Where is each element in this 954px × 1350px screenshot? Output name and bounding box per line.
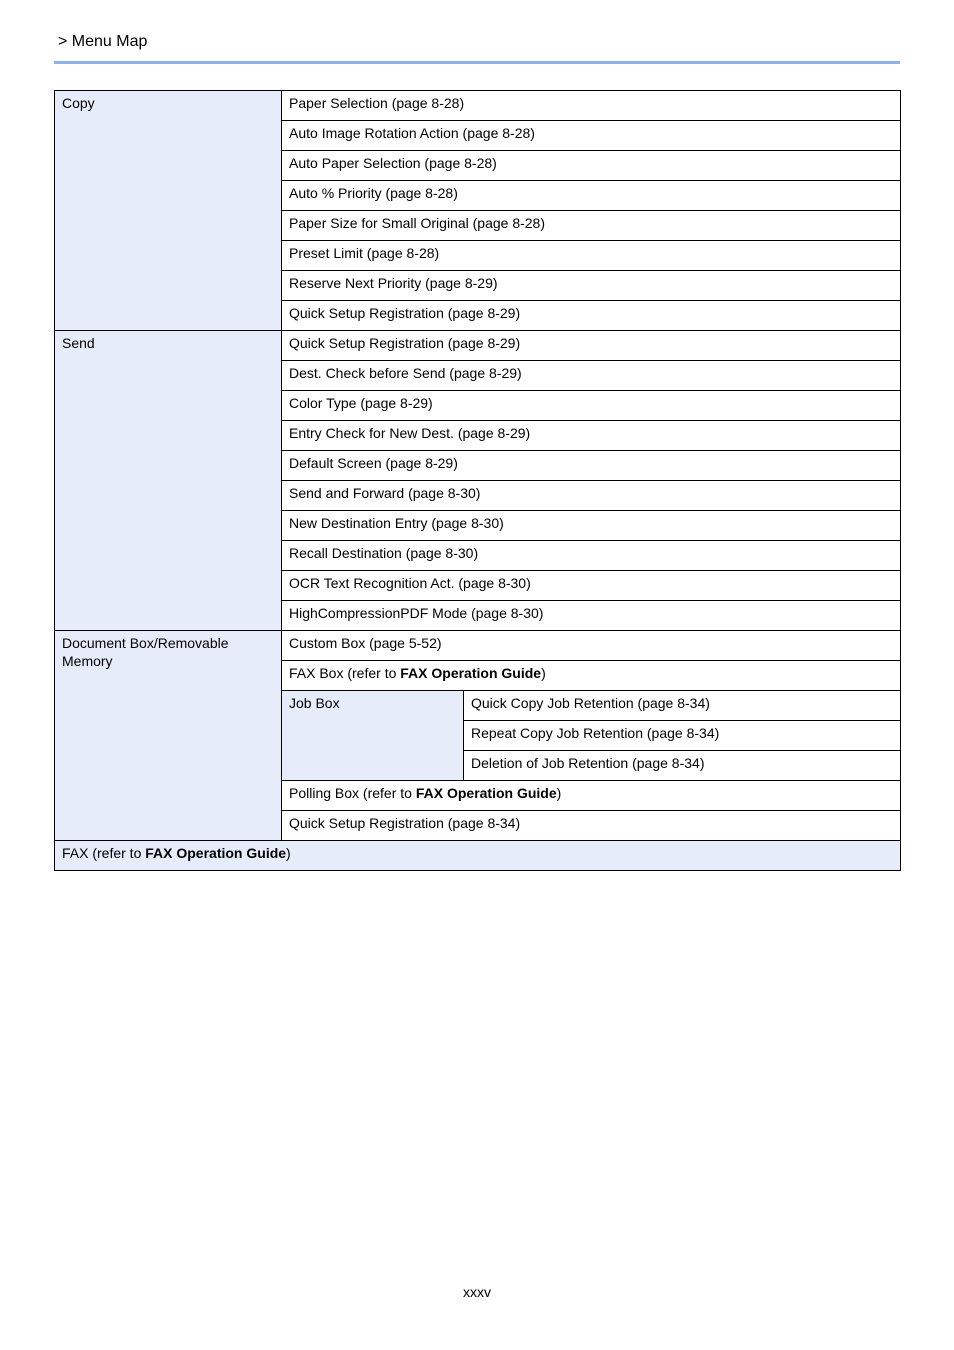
menu-item: Auto Paper Selection (page 8-28): [282, 151, 901, 181]
fax-prefix: FAX (refer to: [62, 845, 146, 861]
table-row: [55, 841, 901, 871]
menu-map-table: [54, 90, 901, 871]
menu-item: Color Type (page 8-29): [282, 391, 901, 421]
menu-item: OCR Text Recognition Act. (page 8-30): [282, 571, 901, 601]
category-document-box: Document Box/Removable Memory: [55, 631, 282, 841]
menu-item: Deletion of Job Retention (page 8-34): [464, 751, 901, 781]
polling-box-guide: FAX Operation Guide: [415, 785, 557, 801]
menu-item: Auto Image Rotation Action (page 8-28): [282, 121, 901, 151]
menu-item: Quick Setup Registration (page 8-34): [282, 811, 901, 841]
table-row: [55, 631, 901, 661]
polling-box-prefix: Polling Box (refer to: [289, 785, 416, 801]
fax-box-suffix: ): [541, 665, 546, 681]
breadcrumb: > Menu Map: [58, 33, 148, 50]
header-divider: [54, 61, 900, 64]
menu-item: Quick Copy Job Retention (page 8-34): [464, 691, 901, 721]
menu-item: Custom Box (page 5-52): [282, 631, 901, 661]
fax-box-prefix: FAX Box (refer to: [289, 665, 401, 681]
fax-box-guide: FAX Operation Guide: [400, 665, 542, 681]
category-send: Send: [55, 331, 282, 631]
menu-item-polling-box: [282, 781, 901, 811]
category-fax: [55, 841, 901, 871]
fax-suffix: ): [286, 845, 291, 861]
menu-item: Paper Selection (page 8-28): [282, 91, 901, 121]
menu-item: Quick Setup Registration (page 8-29): [282, 301, 901, 331]
table-row: [55, 331, 901, 361]
fax-guide: FAX Operation Guide: [145, 845, 287, 861]
menu-item: Repeat Copy Job Retention (page 8-34): [464, 721, 901, 751]
menu-item: Preset Limit (page 8-28): [282, 241, 901, 271]
menu-item-fax-box: [282, 661, 901, 691]
menu-item: Quick Setup Registration (page 8-29): [282, 331, 901, 361]
menu-item: Entry Check for New Dest. (page 8-29): [282, 421, 901, 451]
menu-item: HighCompressionPDF Mode (page 8-30): [282, 601, 901, 631]
menu-item: Send and Forward (page 8-30): [282, 481, 901, 511]
polling-box-suffix: ): [556, 785, 562, 801]
page-number: xxxv: [463, 1284, 491, 1300]
menu-item: Auto % Priority (page 8-28): [282, 181, 901, 211]
menu-item: Recall Destination (page 8-30): [282, 541, 901, 571]
menu-item: Paper Size for Small Original (page 8-28): [282, 211, 901, 241]
menu-item: Default Screen (page 8-29): [282, 451, 901, 481]
category-copy: Copy: [55, 91, 282, 331]
menu-item: Dest. Check before Send (page 8-29): [282, 361, 901, 391]
menu-item: New Destination Entry (page 8-30): [282, 511, 901, 541]
menu-item: Reserve Next Priority (page 8-29): [282, 271, 901, 301]
table-row: [55, 91, 901, 121]
subcategory-job-box: Job Box: [282, 691, 464, 781]
